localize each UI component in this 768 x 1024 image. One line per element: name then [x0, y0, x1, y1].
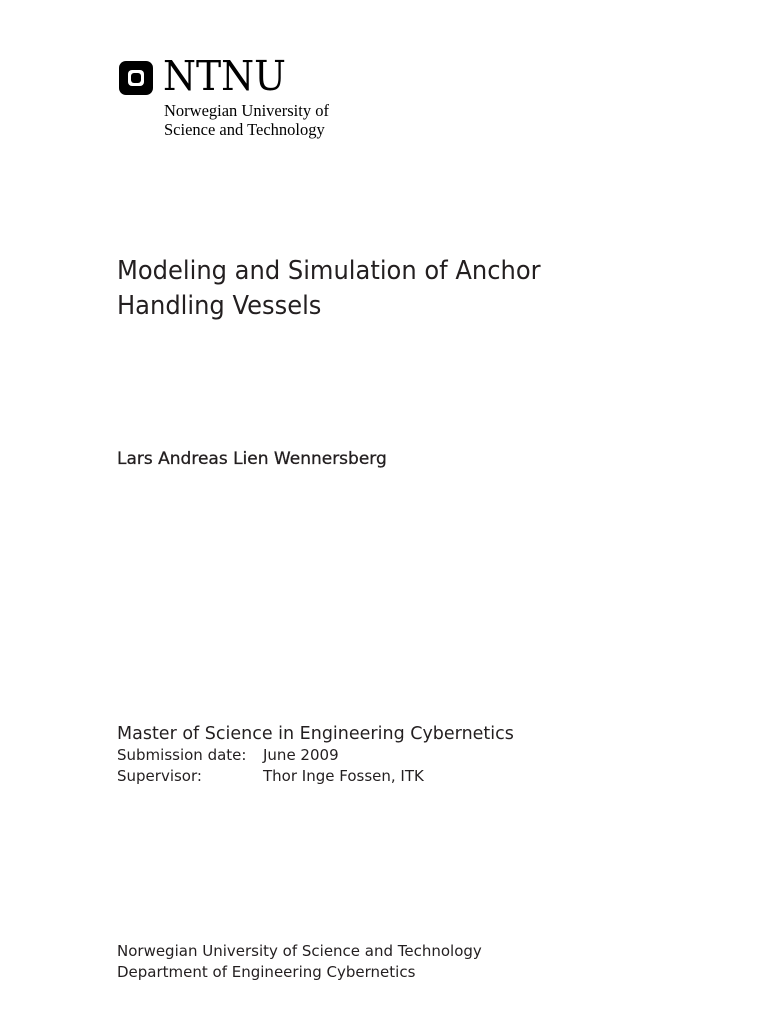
author-name: Lars Andreas Lien Wennersberg: [117, 449, 387, 469]
logo-subtitle: [164, 101, 329, 139]
logo-wordmark: NTNU: [163, 52, 286, 100]
supervisor-label: Supervisor:: [117, 767, 202, 785]
degree-programme: Master of Science in Engineering Cybernetics: [117, 724, 514, 744]
supervisor-value: Thor Inge Fossen, ITK: [263, 767, 424, 785]
logo-subtitle-line2: Science and Technology: [164, 120, 325, 139]
ntnu-logo-icon: [119, 61, 153, 95]
institution-footer: [117, 941, 482, 983]
footer-university: Norwegian University of Science and Technology: [117, 942, 482, 960]
ntnu-logo: [119, 52, 379, 141]
thesis-meta: [117, 745, 424, 787]
thesis-title-line2: Handling Vessels: [117, 291, 322, 321]
footer-department: Department of Engineering Cybernetics: [117, 963, 416, 981]
supervisor-row: [117, 766, 424, 787]
thesis-title-line1: Modeling and Simulation of Anchor: [117, 256, 541, 286]
logo-subtitle-line1: Norwegian University of: [164, 101, 329, 120]
submission-value: June 2009: [263, 746, 339, 764]
submission-label: Submission date:: [117, 746, 247, 764]
thesis-title: [117, 254, 675, 324]
submission-row: [117, 745, 424, 766]
